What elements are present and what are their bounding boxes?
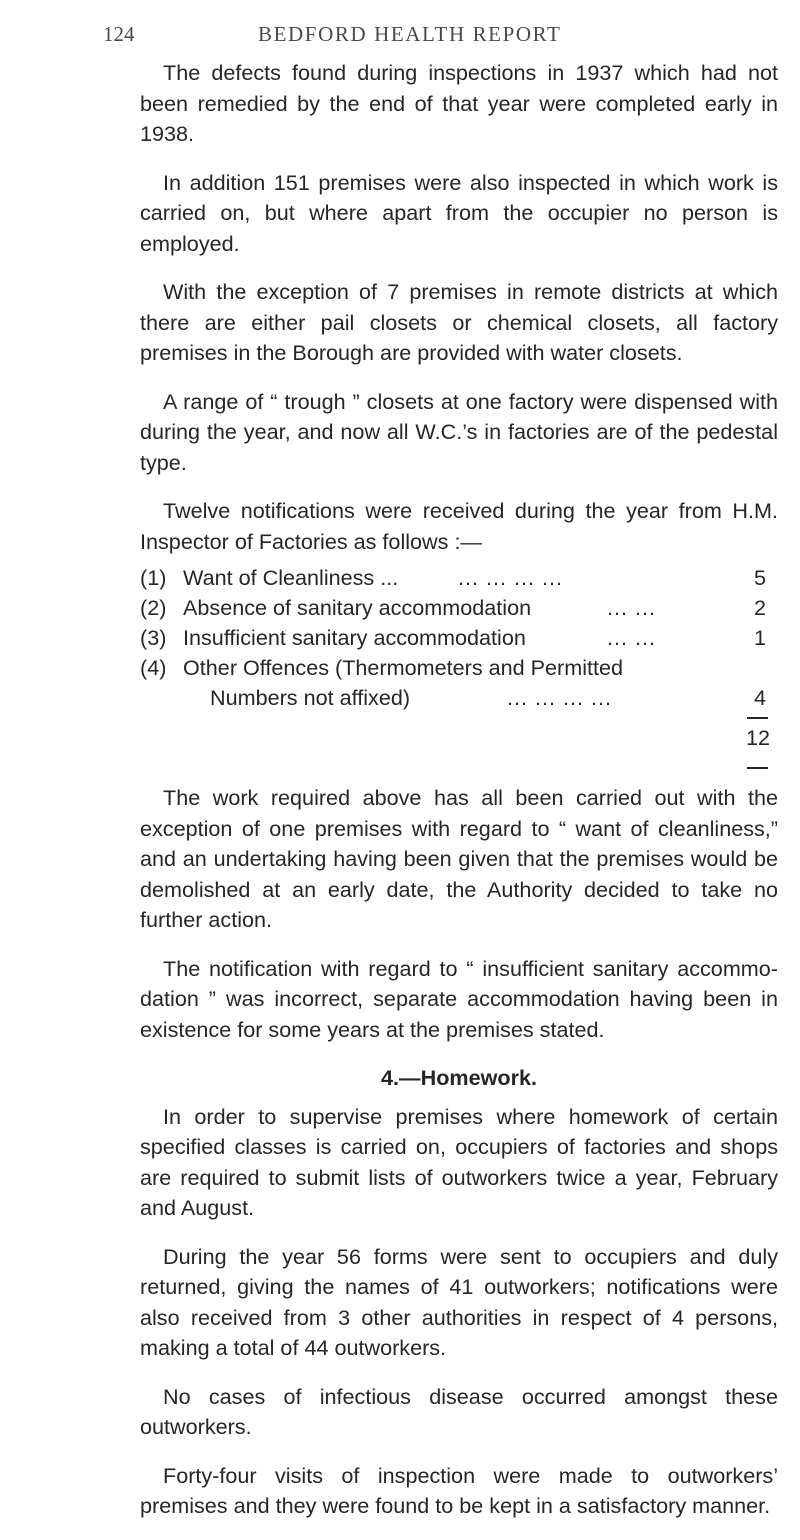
item-text: Insufficient sanitary accommodation: [183, 625, 526, 650]
rule-below-total: [747, 767, 768, 769]
paragraph-homework-lists: In order to supervise premises where homework of certain specified classes is carried on, occupiers of factories and shops are required to submit lists of outworkers twice a year, February and August.: [140, 1103, 778, 1220]
total-row: [140, 713, 778, 753]
leader-dots: ... ...: [607, 595, 656, 620]
item-number: (1): [140, 565, 167, 590]
item-value: 4: [753, 685, 766, 710]
paragraph-additional-premises: In addition 151 premises were also inspected in which work is carried on, but where apart from the occupier no person is employed.: [140, 169, 778, 256]
list-item: [140, 563, 778, 593]
list-item-continuation: [140, 683, 778, 713]
paragraph-inspection-visits: Forty-four visits of inspection were made to outworkers’ premises and they were found to be kept in a satisfactory manner.: [140, 1462, 778, 1518]
leader-dots: ... ... ... ...: [458, 565, 563, 590]
paragraph-incorrect-notification: The notification with regard to “ insufficient sanitary accommo- dation ” was incorrect, separate accommodation having been in existence for some years at the premises stated.: [140, 955, 778, 1042]
item-number: (3): [140, 625, 167, 650]
leader-dots: ... ...: [607, 625, 656, 650]
paragraph-defects: The defects found during inspections in 1937 which had not been remedied by the end of that year were completed early in 1938.: [140, 60, 778, 146]
list-item: [140, 653, 778, 683]
item-number: (4): [140, 655, 167, 680]
notifications-list: [140, 563, 778, 753]
item-value: 5: [753, 565, 766, 590]
item-text: Numbers not affixed): [210, 685, 411, 710]
paragraph-closets-exception: With the exception of 7 premises in remote districts at which there are either pail closets or chemical closets, all factory premises in the Borough are provided with water closets.: [140, 279, 778, 365]
paragraph-no-infectious-disease: No cases of infectious disease occurred amongst these outworkers.: [140, 1383, 778, 1439]
paragraph-trough-closets: A range of “ trough ” closets at one factory were dispensed with during the year, and now all W.C.’s in factories are of the pedestal type.: [140, 388, 778, 475]
paragraph-work-carried-out: The work required above has all been carried out with the exception of one premises with regard to “ want of cleanliness,” and an undertaking having been given that the premises would be demolished at an early date, the Authority decided to take no further action.: [140, 785, 778, 932]
page-body: [140, 58, 778, 1540]
total-value: 12: [745, 725, 770, 750]
paragraph-notifications-intro: Twelve notifications were received during the year from H.M. Inspector of Factories as follows :—: [140, 498, 778, 554]
item-text: Other Offences (Thermometers and Permitted: [183, 655, 624, 680]
section-title: —Homework.: [399, 1065, 537, 1090]
rule-above-total: [747, 717, 768, 719]
page-header: [0, 22, 800, 52]
item-text: Absence of sanitary accommodation: [183, 595, 532, 620]
running-title: BEDFORD HEALTH REPORT: [258, 22, 562, 46]
item-number: (2): [140, 595, 167, 620]
page-number: 124: [103, 22, 135, 46]
section-heading: [140, 1063, 778, 1094]
item-value: 2: [753, 595, 766, 620]
list-item: [140, 623, 778, 653]
section-number: 4.: [380, 1065, 399, 1090]
item-value: 1: [753, 625, 766, 650]
leader-dots: ... ... ... ...: [507, 685, 612, 710]
item-text: Want of Cleanliness ...: [183, 565, 399, 590]
list-item: [140, 593, 778, 623]
paragraph-forms-sent: During the year 56 forms were sent to occupiers and duly returned, giving the names of 41 outworkers; notifications were also received from 3 other authorities in respect of 4 persons, making a total of 44 outworkers.: [140, 1243, 778, 1360]
